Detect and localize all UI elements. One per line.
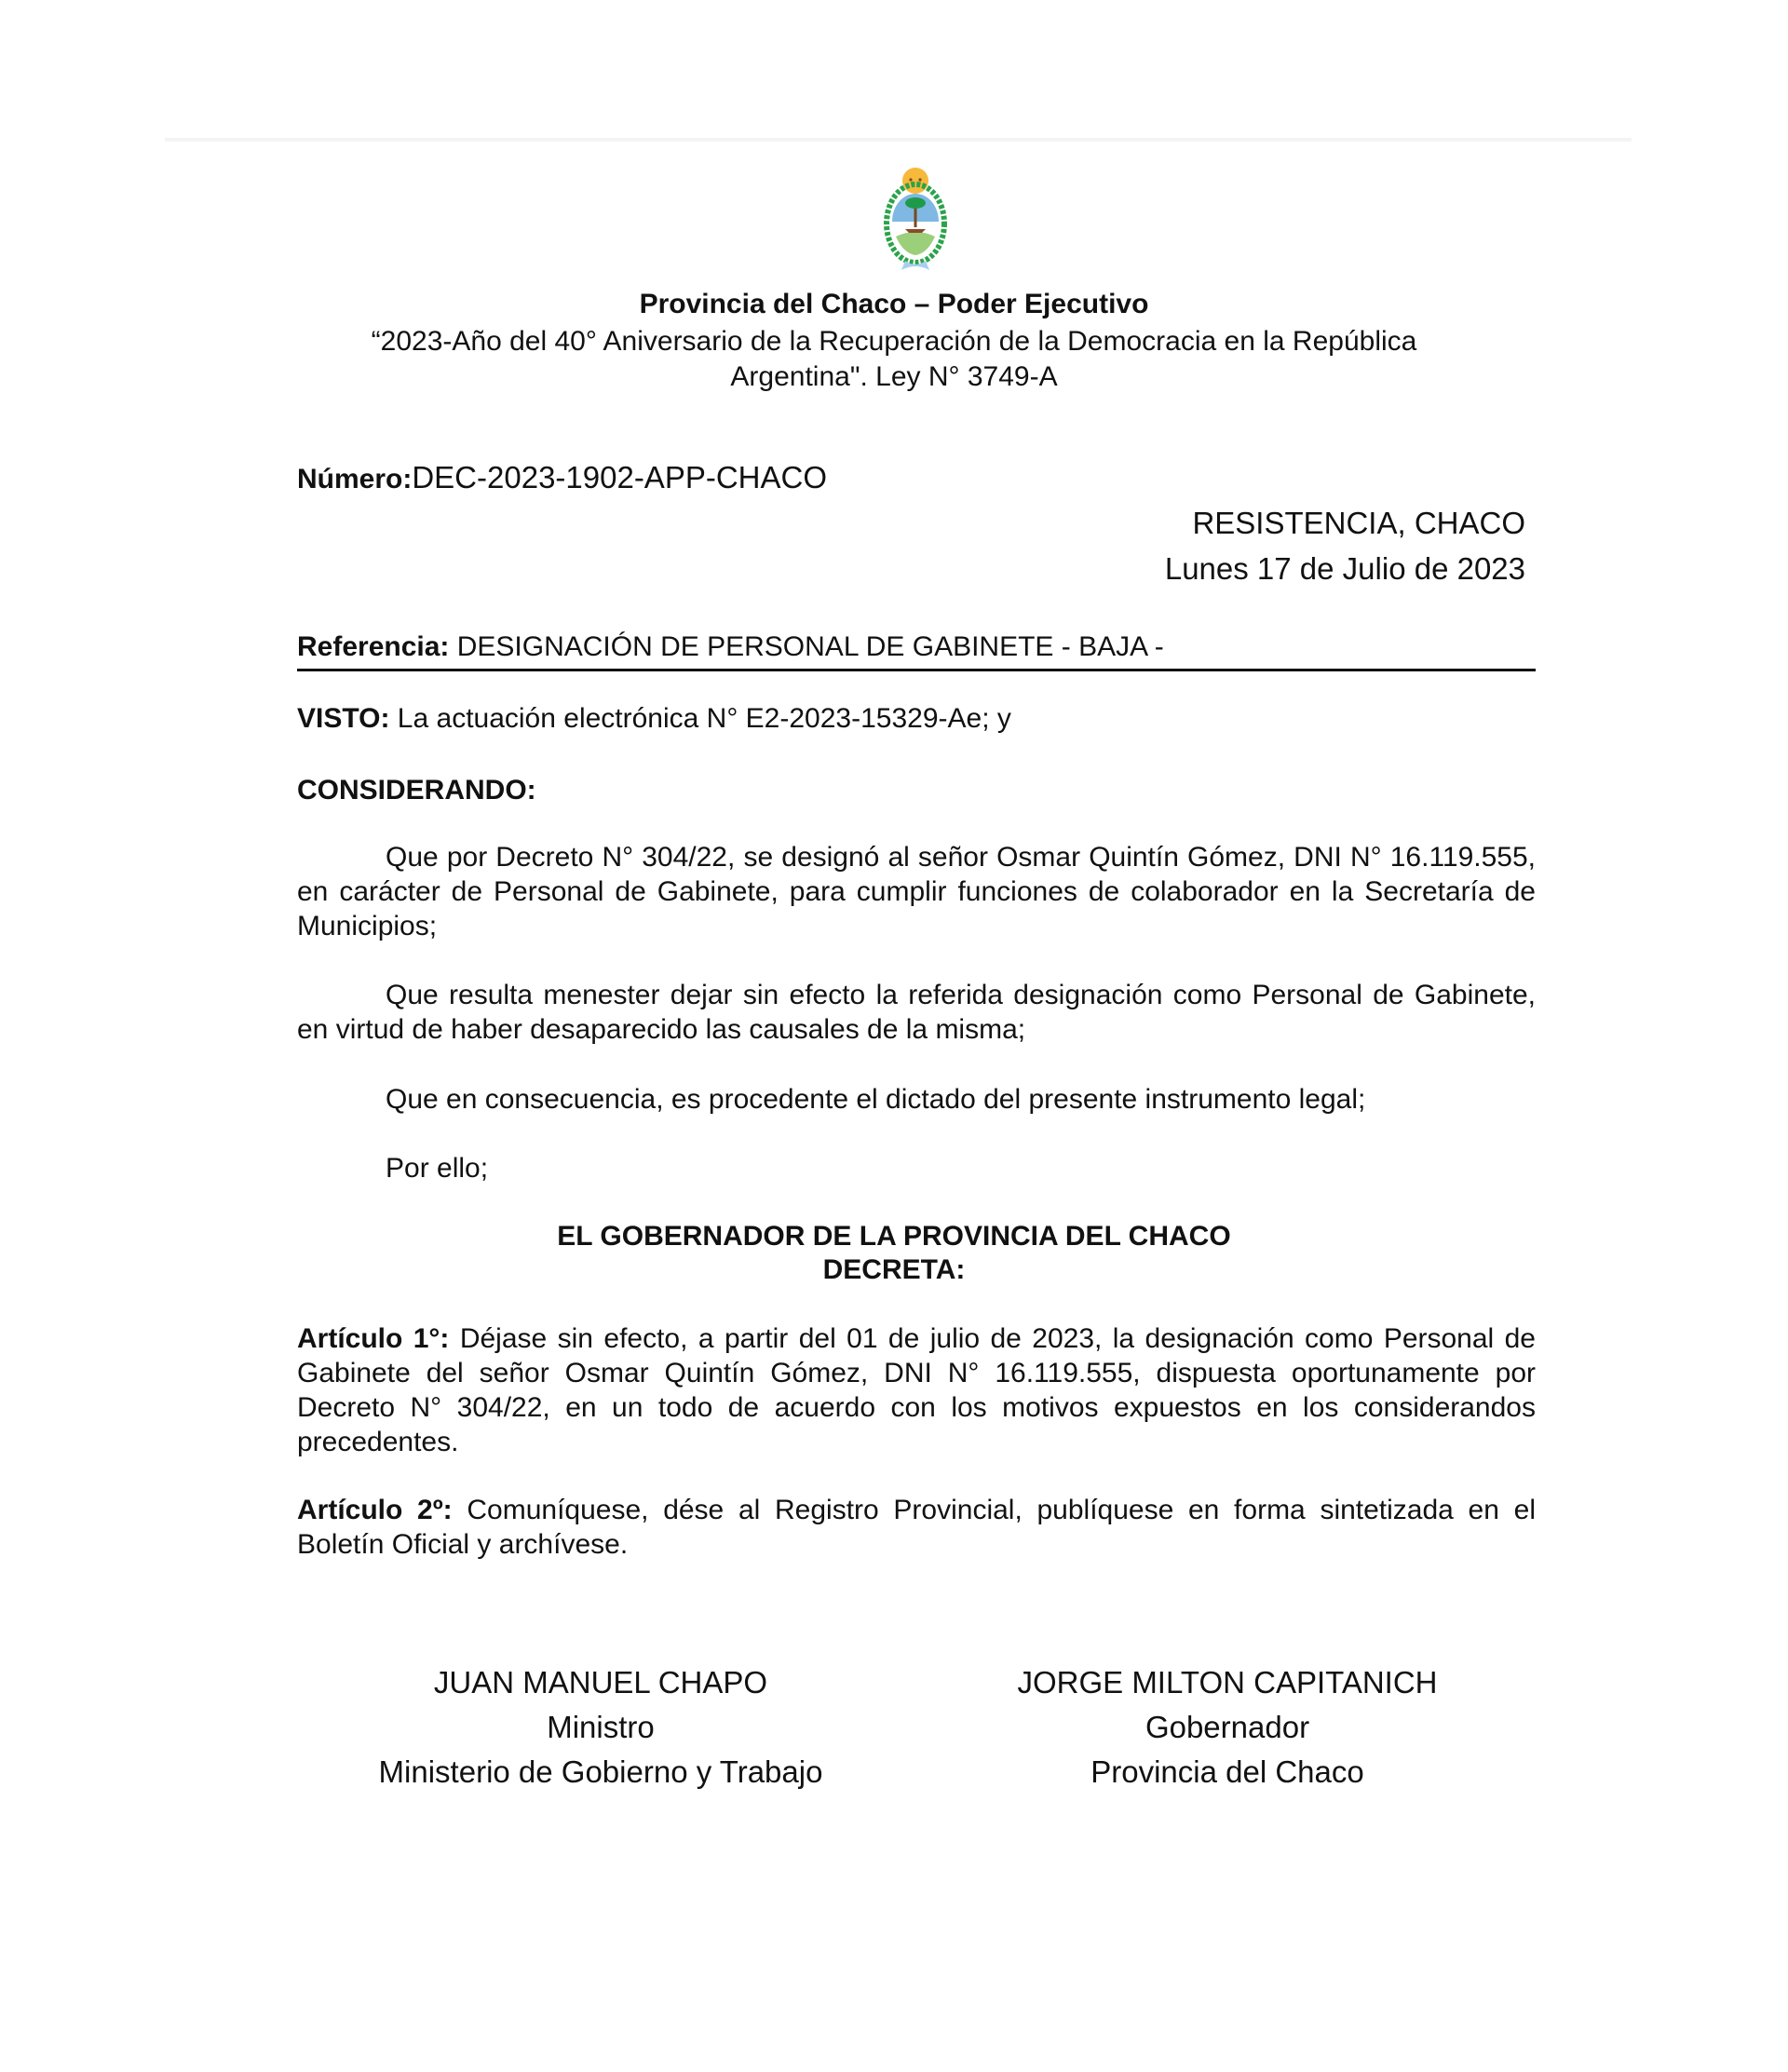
document-motto [0,324,1788,395]
article-1-label: Artículo 1°: [297,1323,450,1354]
signature-block-governor [948,1660,1507,1794]
decree-number-value: DEC-2023-1902-APP-CHACO [412,460,828,494]
visto-value: La actuación electrónica N° E2-2023-15329-Ae; y [389,703,1011,734]
document-header-title: Provincia del Chaco – Poder Ejecutivo [639,289,1149,319]
visto-label: VISTO: [297,703,390,734]
article-1-text: Déjase sin efecto, a partir del 01 de julio de 2023, la designación como Personal de Gabinete del señor Osmar Quintín Gómez, DNI N° 16.119.555, dispuesta oportunamente por Decreto N° 304/22, en un todo de acuerdo con los motivos expuestos en los considerandos precedentes. [297,1323,1536,1457]
article-1 [297,1321,1536,1459]
location: RESISTENCIA, CHACO [1192,506,1525,540]
considerando-paragraph: Que por Decreto N° 304/22, se designó al señor Osmar Quintín Gómez, DNI N° 16.119.555, en carácter de Personal de Gabinete, para cumplir funciones de colaborador en la Secretaría de Municipios; [297,842,1536,941]
signatory-role: Gobernador [1145,1710,1310,1744]
considerando-paragraph: Por ello; [386,1153,489,1184]
governor-heading: EL GOBERNADOR DE LA PROVINCIA DEL CHACO [557,1221,1231,1252]
article-2 [297,1493,1536,1562]
decree-number-label: Número: [297,464,413,494]
decree-number [297,460,1536,495]
considerando-paragraph: Que resulta menester dejar sin efecto la referida designación como Personal de Gabinete, en virtud de haber desaparecido las causales de la misma; [297,980,1536,1045]
visto [297,703,1536,735]
date: Lunes 17 de Julio de 2023 [1164,551,1525,586]
signature-block-minister [321,1660,880,1794]
reference-label: Referencia: [297,631,450,662]
signatory-name: JUAN MANUEL CHAPO [433,1665,768,1700]
signatory-name: JORGE MILTON CAPITANICH [1017,1665,1438,1700]
article-2-text: Comuníquese, dése al Registro Provincial, publíquese en forma sintetizada en el Boletín Oficial y archívese. [297,1495,1536,1560]
governor-heading-block [0,1220,1788,1287]
reference [297,631,1536,671]
article-2-label: Artículo 2º: [297,1495,453,1525]
page-top-edge [165,138,1632,142]
chaco-coat-of-arms-icon [881,164,950,274]
motto-line-2: Argentina". Ley N° 3749-A [730,361,1058,392]
decreta-heading: DECRETA: [822,1254,966,1285]
signatory-office: Ministerio de Gobierno y Trabajo [378,1754,823,1789]
considerando-paragraph: Que en consecuencia, es procedente el dictado del presente instrumento legal; [386,1084,1366,1115]
considerando-heading: CONSIDERANDO: [297,775,536,806]
signatory-role: Ministro [547,1710,655,1744]
motto-line-1: “2023-Año del 40° Aniversario de la Recuperación de la Democracia en la República [371,326,1417,357]
signatory-office: Provincia del Chaco [1090,1754,1364,1789]
reference-value: DESIGNACIÓN DE PERSONAL DE GABINETE - BAJA - [449,631,1164,662]
